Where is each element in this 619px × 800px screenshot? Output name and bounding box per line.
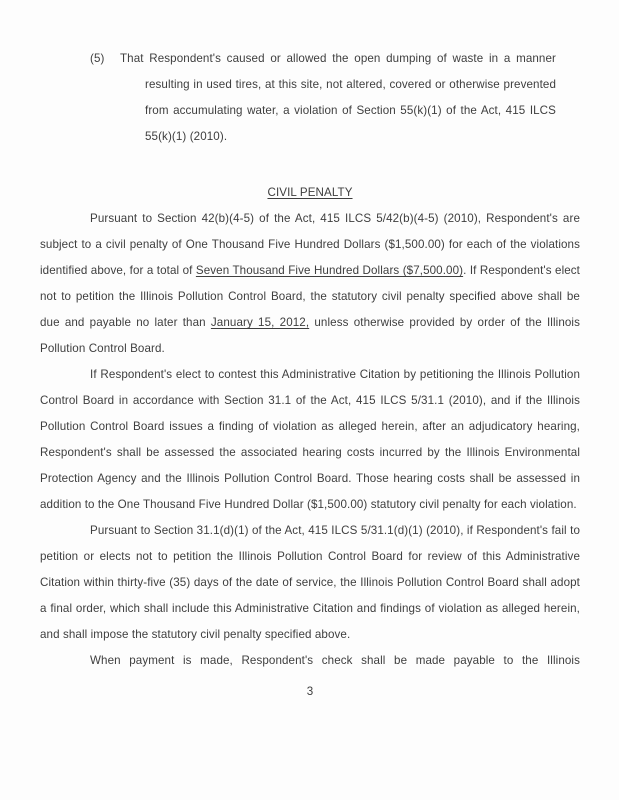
- page-number: 3: [306, 685, 314, 698]
- paragraph-civil-penalty-3: Pursuant to Section 31.1(d)(1) of the Act, 415 ILCS 5/31.1(d)(1) (2010), if Respondent's fail to petition or elects not to petition the Illinois Pollution Control Board for review of this Administrative Citation within thirty-five (35) days of the date of service, the Illinois Pollution Control Board shall adopt a final order, which shall include this Administrative Citation and findings of violation as alleged herein, and shall impose the statutory civil penalty specified above.: [40, 524, 580, 641]
- paragraph-civil-penalty-1: [40, 206, 580, 362]
- para1-total-amount-underlined: Seven Thousand Five Hundred Dollars ($7,500.00): [195, 264, 464, 277]
- para1-segment-5: unless otherwise provided by order of the Illinois Pollution Control Board.: [40, 316, 580, 355]
- para1-due-date-underlined: January 15, 2012,: [210, 316, 310, 329]
- item-5-text: That Respondent's caused or allowed the open dumping of waste in a manner resulting in used tires, at this site, not altered, covered or otherwise prevented from accumulating water, a violation of Section 55(k)(1) of the Act, 415 ILCS 55(k)(1) (2010).: [120, 52, 556, 143]
- para1-segment-1: Pursuant to Section 42(b)(4-5) of the Act, 415 ILCS 5/42(b)(4-5) (2010), Respondent's are subject to a civil penalty of One Thousand Five Hundred Dollars ($1,500.00) for each of the violations identified above, for a total of: [40, 212, 580, 277]
- para1-segment-3: . If Respondent's elect not to petition the Illinois Pollution Control Board, the statutory civil penalty specified above shall be due and payable no later than: [40, 264, 581, 329]
- section-heading: [40, 180, 580, 206]
- paragraph-payment: When payment is made, Respondent's check shall be made payable to the Illinois: [90, 654, 580, 667]
- paragraph-civil-penalty-2: If Respondent's elect to contest this Administrative Citation by petitioning the Illinois Pollution Control Board in accordance with Section 31.1 of the Act, 415 ILCS 5/31.1 (2010), and if the Illinois Pollution Control Board issues a finding of violation as alleged herein, after an adjudicatory hearing, Respondent's shall be assessed the associated hearing costs incurred by the Illinois Environmental Protection Agency and the Illinois Pollution Control Board. Those hearing costs shall be assessed in addition to the One Thousand Five Hundred Dollar ($1,500.00) statutory civil penalty for each violation.: [40, 368, 580, 511]
- item-5-number: (5): [90, 52, 105, 65]
- section-heading-text: CIVIL PENALTY: [267, 186, 353, 199]
- document-body: [40, 46, 580, 705]
- numbered-item-5: [90, 46, 556, 150]
